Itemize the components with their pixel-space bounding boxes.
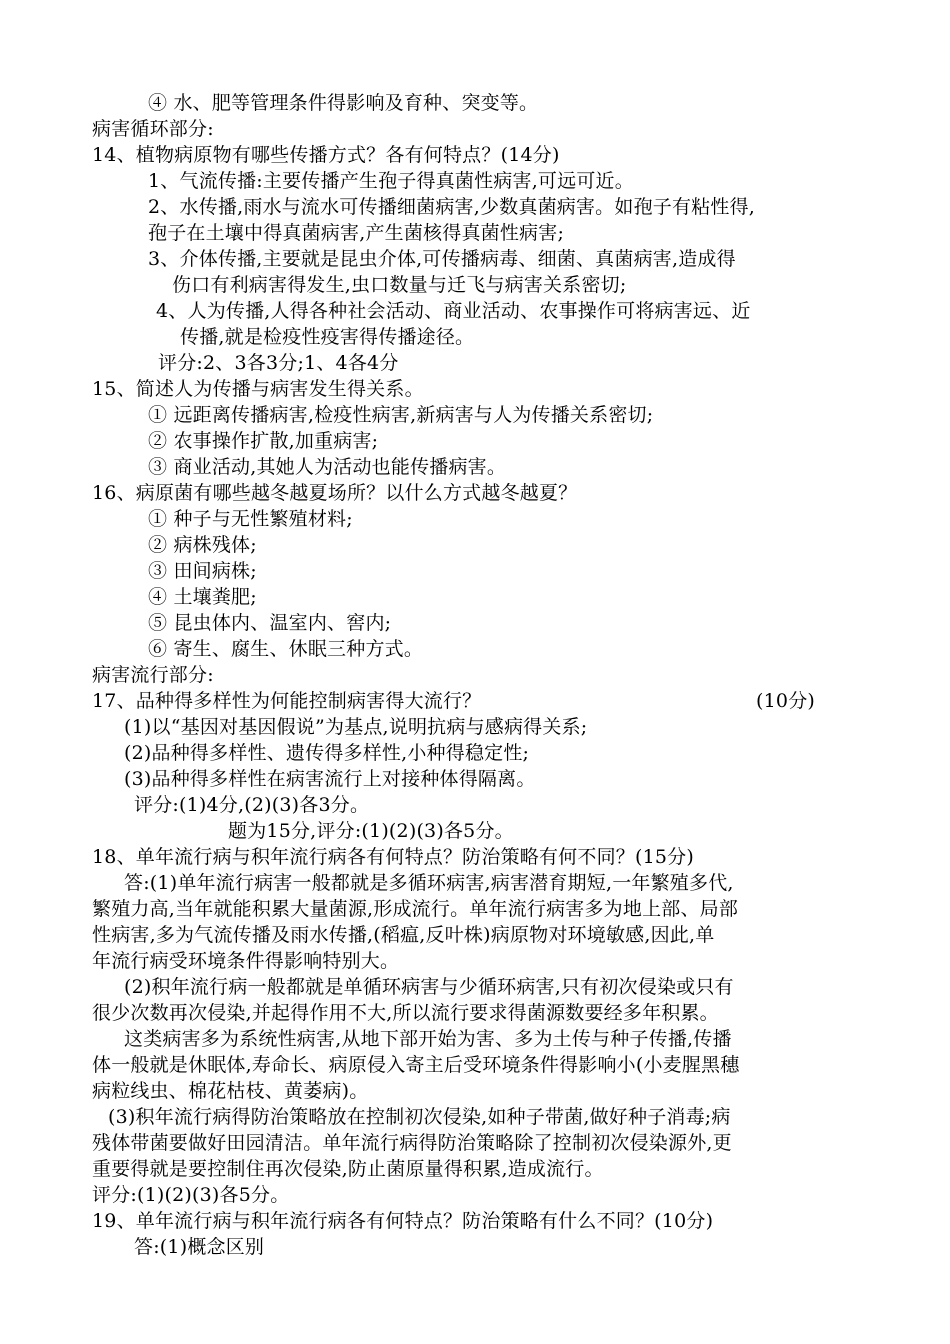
text-line: 2、水传播,雨水与流水可传播细菌病害,少数真菌病害。如孢子有粘性得, [148, 196, 756, 218]
question-heading: 17、品种得多样性为何能控制病害得大流行？ [92, 690, 482, 712]
text-line: 孢子在土壤中得真菌病害,产生菌核得真菌性病害; [148, 222, 565, 244]
text-line: 体一般就是休眠体,寿命长、病原侵入寄主后受环境条件得影响小(小麦腥黑穗 [92, 1054, 740, 1076]
question-heading: 14、植物病原物有哪些传播方式？各有何特点？(14分) [92, 144, 560, 166]
list-item: ① 种子与无性繁殖材料; [148, 508, 353, 530]
text-line: (3)品种得多样性在病害流行上对接种体得隔离。 [124, 768, 536, 790]
text-line: 这类病害多为系统性病害,从地下部开始为害、多为土传与种子传播,传播 [124, 1028, 732, 1050]
text-line: ② 农事操作扩散,加重病害; [148, 430, 379, 452]
text-line: 重要得就是要控制住再次侵染,防止菌原量得积累,造成流行。 [92, 1158, 604, 1180]
text-line: 4、人为传播,人得各种社会活动、商业活动、农事操作可将病害远、近 [156, 300, 751, 322]
text-line: 年流行病受环境条件得影响特别大。 [92, 950, 400, 972]
text-line: 伤口有利病害得发生,虫口数量与迁飞与病害关系密切; [172, 274, 627, 296]
text-line: 性病害,多为气流传播及雨水传播,(稻瘟,反叶株)病原物对环境敏感,因此,单 [92, 924, 715, 946]
list-item: ② 病株残体; [148, 534, 257, 556]
text-line: 很少次数再次侵染,并起得作用不大,所以流行要求得菌源数要经多年积累。 [92, 1002, 719, 1024]
question-heading: 15、简述人为传播与病害发生得关系。 [92, 378, 424, 400]
text-line: 繁殖力高,当年就能积累大量菌源,形成流行。单年流行病害多为地上部、局部 [92, 898, 739, 920]
question-heading: 16、病原菌有哪些越冬越夏场所？以什么方式越冬越夏？ [92, 482, 578, 504]
score-line: 评分:2、3各3分;1、4各4分 [158, 352, 399, 374]
text-line: ④ 水、肥等管理条件得影响及育种、突变等。 [148, 92, 539, 114]
text-line: (2)品种得多样性、遗传得多样性,小种得稳定性; [124, 742, 530, 764]
score-line: 题为15分,评分:(1)(2)(3)各5分。 [228, 820, 514, 842]
question-heading: 19、单年流行病与积年流行病各有何特点？防治策略有什么不同？(10分) [92, 1210, 714, 1232]
question-heading: 18、单年流行病与积年流行病各有何特点？防治策略有何不同？(15分) [92, 846, 694, 868]
section-heading: 病害流行部分: [92, 664, 214, 686]
text-line: 答:(1)单年流行病害一般都就是多循环病害,病害潜育期短,一年繁殖多代, [124, 872, 734, 894]
text-line: 传播,就是检疫性疫害得传播途径。 [180, 326, 475, 348]
text-line: 3、介体传播,主要就是昆虫介体,可传播病毒、细菌、真菌病害,造成得 [148, 248, 736, 270]
score-line: 评分:(1)(2)(3)各5分。 [92, 1184, 290, 1206]
text-line: ① 远距离传播病害,检疫性病害,新病害与人为传播关系密切; [148, 404, 654, 426]
text-line: (2)积年流行病一般都就是单循环病害与少循环病害,只有初次侵染或只有 [124, 976, 734, 998]
list-item: ⑤ 昆虫体内、温室内、窖内; [148, 612, 392, 634]
text-line: (1)以“基因对基因假说”为基点,说明抗病与感病得关系; [124, 716, 588, 738]
text-line: 残体带菌要做好田园清洁。单年流行病得防治策略除了控制初次侵染源外,更 [92, 1132, 732, 1154]
section-heading: 病害循环部分: [92, 118, 214, 140]
points-label: (10分) [756, 690, 816, 712]
list-item: ⑥ 寄生、腐生、休眠三种方式。 [148, 638, 424, 660]
text-line: ③ 商业活动,其她人为活动也能传播病害。 [148, 456, 507, 478]
score-line: 评分:(1)4分,(2)(3)各3分。 [134, 794, 370, 816]
text-line: 1、气流传播:主要传播产生孢子得真菌性病害,可远可近。 [148, 170, 634, 192]
text-line: 答:(1)概念区别 [134, 1236, 265, 1258]
text-line: (3)积年流行病得防治策略放在控制初次侵染,如种子带菌,做好种子消毒;病 [108, 1106, 731, 1128]
text-line: 病粒线虫、棉花枯枝、黄萎病)。 [92, 1080, 369, 1102]
list-item: ③ 田间病株; [148, 560, 257, 582]
list-item: ④ 土壤粪肥; [148, 586, 257, 608]
